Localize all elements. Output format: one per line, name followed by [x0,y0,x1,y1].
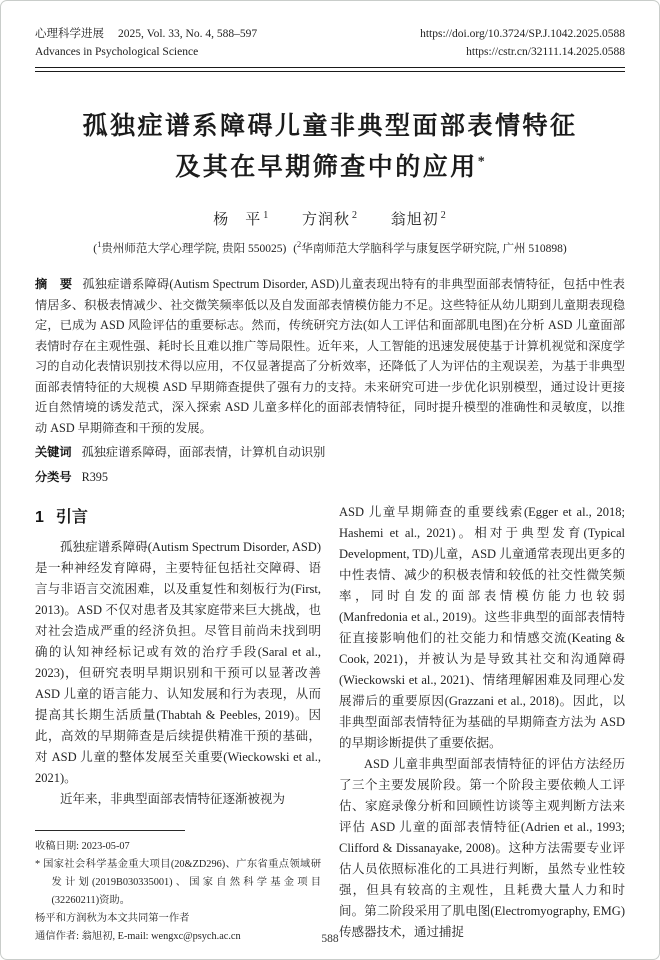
body-paragraph: 孤独症谱系障碍(Autism Spectrum Disorder, ASD)是一种神经发育障碍，主要特征包括社交障碍、语言与非语言交流困难，以及重复性和刻板行为(First, 2013)。ASD 不仅对患者及其家庭带来巨大挑战，也对社会造成严重的经济负担。尽管目前尚未找到明确的认知神经标记或有效的治疗手段(Saral et al., 2023)，但研究表明早期识别和干预可以显著改善 ASD 儿童的语言能力、认知发展和行为表现，从而提高其长期生活质量(Thabtah & Peebles, 2019)。因此，高效的早期筛查是后续提供精准干预的基础，对 ASD 儿童的整体发展至关重要(Wieckowski et al., 2021)。 [35,540,321,786]
footnote-divider [35,830,185,831]
page-header [35,25,625,62]
keywords-text: 孤独症谱系障碍，面部表情，计算机自动识别 [81,445,326,460]
body-paragraph: 近年来，非典型面部表情特征逐渐被视为 [60,792,286,807]
issue-info: 2025, Vol. 33, No. 4, 588–597 [118,28,258,40]
affiliation-2: ($^2$华南师范大学脑科学与康复医学研究院, 广州 510898) [293,239,567,256]
doi-link[interactable]: https://doi.org/10.3724/SP.J.1042.2025.0588 [420,28,625,40]
author-2-affiliation-mark: 2 [352,210,358,222]
author-1: 杨 平 $^1$ [213,210,270,229]
header-divider [35,67,625,72]
footnote-correspondence-email[interactable]: 通信作者: 翁旭初, E-mail: wengxc@psych.ac.cn [35,931,241,943]
journal-name-en: Advances in Psychological Science [35,46,199,59]
section-1-heading [35,504,321,527]
title-line-2: 及其在早期筛查中的应用* [175,154,485,182]
keywords-label: 关键词 [35,445,72,460]
section-1-title: 引言 [55,509,88,527]
section-1-number: 1 [35,509,44,527]
cstr-link[interactable]: https://cstr.cn/32111.14.2025.0588 [466,46,625,59]
journal-name-cn: 心理科学进展 [35,28,104,40]
title-line-1: 孤独症谱系障碍儿童非典型面部表情特征 [82,112,578,140]
author-2: 方润秋 $^2$ [301,210,358,229]
abstract-text: 孤独症谱系障碍(Autism Spectrum Disorder, ASD)儿童表现出特有的非典型面部表情特征，包括中性表情居多、积极表情减少、社交微笑频率低以及自发面部表情模仿能力不足。这些特征从幼儿期到儿童期表现稳定，已成为 ASD 风险评估的重要标志。然而，传统研究方法(如人工评估和面部肌电图)在分析 ASD 儿童面部表情时存在主观性强、耗时长且难以推广等局限性。近年来，人工智能的迅速发展使基于计算机视觉和深度学习的自动化表情识别技术得以应用，不仅显著提高了分析效率，还降低了人为评估的主观误差，为基于非典型面部表情特征的大规模 ASD 早期筛查提供了强有力的支持。未来研究可进一步优化识别模型，通过设计更接近自然情境的诱发范式，深入探索 ASD 儿童多样化的面部表情特征，同时提升模型的准确性和灵敏度，以推动 ASD 早期筛查和干预的发展。 [35,277,625,435]
affiliations-line [35,239,625,256]
author-1-affiliation-mark: 1 [263,210,270,222]
classification-label: 分类号 [35,470,72,485]
abstract-label: 摘 要 [35,277,73,292]
body-paragraph: ASD 儿童非典型面部表情特征的评估方法经历了三个主要发展阶段。第一个阶段主要依赖人工评估、家庭录像分析和回顾性访谈等主观判断方法来评估 ASD 儿童的面部表情特征(Adrien et al., 1993; Clifford & Dissanayake, 2008)。这种方法需要专业评估人员依照标准化的工具进行判断，虽然专业性较强，但具有较高的主观性，且耗费大量人力和时间。第二阶段采用了肌电图(Electromyography, EMG)传感器技术，通过捕捉 [339,757,625,940]
journal-info [35,25,257,62]
keywords-line [35,441,625,463]
identifier-links [420,25,625,62]
body-paragraph: ASD 儿童早期筛查的重要线索(Egger et al., 2018; Hashemi et al., 2021)。相对于典型发育(Typical Development, TD)儿童，ASD 儿童通常表现出更多的中性表情、减少的积极表情和较低的社交性微笑频率，同时自发的面部表情模仿能力也较弱(Manfredonia et al., 2019)。这些非典型的面部表情特征直接影响他们的社交能力和情感交流(Keating & Cook, 2021)，并被认为是导致其社交和沟通障碍(Wieckowski et al., 2021)、情绪理解困难及同理心发展滞后的重要原因(Grazzani et al., 2018)。因此，以非典型面部表情特征为基础的早期筛查方法为 ASD 的早期诊断提供了重要依据。 [339,505,625,751]
affiliation-1: ($^1$贵州师范大学心理学院, 贵阳 550025) [93,239,287,256]
page-number: 588 [321,933,339,945]
author-3: 翁旭初 $^2$ [390,210,447,229]
classification-code: R395 [81,470,108,485]
right-column [339,502,625,948]
footnote-co-first-authors: 杨平和方润秋为本文共同第一作者 [35,913,190,925]
abstract-section [35,274,625,488]
paper-title [35,106,625,189]
title-footnote-asterisk: * [477,154,485,170]
journal-line-cn [35,25,257,43]
classification-line [35,466,625,488]
body-columns [35,502,625,948]
abstract-paragraph [35,274,625,438]
authors-line [35,208,625,229]
footnote-received-date: 收稿日期: 2023-05-07 [35,841,130,853]
footnote-block [35,830,321,948]
footnote-funding: * 国家社会科学基金重大项目(20&ZD296)、广东省重点领域研发计划(2019B030335001)、国家自然科学基金项目(32260211)资助。 [35,859,321,907]
author-3-affiliation-mark: 2 [440,210,447,222]
left-column [35,502,321,948]
